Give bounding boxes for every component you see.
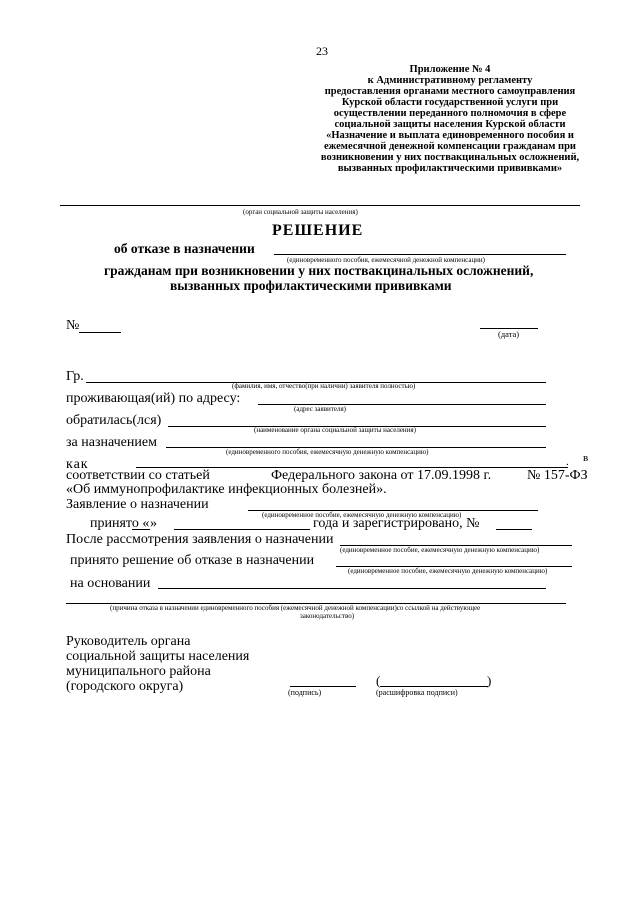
appendix-line: социальной защиты населения Курской области xyxy=(334,119,566,130)
address-label: проживающая(ий) по адресу: xyxy=(66,391,241,406)
statement-hint: (единовременное пособие, ежемесячную денежную компенсацию) xyxy=(262,511,462,519)
accepted-day-field[interactable] xyxy=(132,529,150,530)
subtitle-line-1: гражданам при возникновении у них поствакцинальных осложнений, xyxy=(104,263,534,278)
appendix-line: осуществлении переданного полномочия в сфере xyxy=(333,108,567,119)
appendix-line: ежемесячной денежной компенсации гражданам при xyxy=(324,141,576,152)
date-hint: (дата) xyxy=(498,329,520,339)
decision-label: принято решение об отказе в назначении xyxy=(70,553,315,568)
basis-label: на основании xyxy=(70,576,151,591)
org-hint: (орган социальной защиты населения) xyxy=(243,208,358,216)
address-hint: (адрес заявителя) xyxy=(294,405,346,413)
law-name: «Об иммунопрофилактике инфекционных болезней». xyxy=(66,482,387,497)
purpose-hint: (единовременного пособия, ежемесячную денежную компенсацию) xyxy=(226,448,429,456)
purpose-label: за назначением xyxy=(66,435,157,450)
reason-hint-2: законодательство) xyxy=(300,612,355,620)
subtitle-line-2: вызванных профилактическими прививками xyxy=(170,278,452,293)
number-label: № xyxy=(66,318,80,333)
statement-label: Заявление о назначении xyxy=(66,497,209,512)
page-number: 23 xyxy=(316,44,328,58)
kak-label: как xyxy=(66,457,89,472)
signatory-line: социальной защиты населения xyxy=(66,649,250,664)
basis-field[interactable] xyxy=(158,588,546,589)
refusal-label: об отказе в назначении xyxy=(114,241,255,256)
number-field[interactable] xyxy=(79,332,121,333)
decode-hint: (расшифровка подписи) xyxy=(376,688,458,697)
law-text: Федерального закона от 17.09.1998 г. xyxy=(271,468,492,483)
document-title: РЕШЕНИЕ xyxy=(272,222,364,239)
appendix-line: Приложение № 4 xyxy=(409,64,491,75)
signatory-line: (городского округа) xyxy=(66,679,184,694)
refusal-hint: (единовременного пособия, ежемесячной денежной компенсации) xyxy=(287,256,486,264)
refusal-line[interactable] xyxy=(274,254,566,255)
appendix-line: к Административному регламенту xyxy=(367,75,533,86)
accepted-prefix: принято « xyxy=(90,516,150,531)
decode-field[interactable] xyxy=(380,686,488,687)
decode-close: ) xyxy=(487,673,492,688)
org-line[interactable] xyxy=(60,205,580,206)
signatory-line: муниципального района xyxy=(66,664,211,679)
reason-hint-1: (причина отказа в назначении единовременного пособия (ежемесячной денежной компенсации)со ссылкой на действующее xyxy=(110,604,481,612)
appendix-line: вызванных профилактическими прививками» xyxy=(337,163,563,174)
gr-label: Гр. xyxy=(66,369,84,384)
gr-hint: (фамилия, имя, отчество(при наличии) заявителя полностью) xyxy=(232,382,416,390)
after-review-label: После рассмотрения заявления о назначении xyxy=(66,532,334,547)
appendix-line: «Назначение и выплата единовременного пособия и xyxy=(326,130,574,141)
signature-field[interactable] xyxy=(290,686,356,687)
accepted-month-field[interactable] xyxy=(174,529,310,530)
applied-hint: (наименование органа социальной защиты населения) xyxy=(254,426,416,434)
accepted-quote-close: » xyxy=(150,516,157,531)
signature-hint: (подпись) xyxy=(288,688,322,697)
v-label: в xyxy=(583,452,589,464)
appendix-line: предоставления органами местного самоуправления xyxy=(324,86,576,97)
registration-number-field[interactable] xyxy=(496,529,532,530)
applied-label: обратилась(лся) xyxy=(66,413,162,428)
decode-open: ( xyxy=(376,673,381,688)
appendix-line: возникновении у них поствакцинальных осложнений, xyxy=(320,152,580,163)
accordance-text: соответствии со статьей xyxy=(66,468,210,483)
dot-mark: . xyxy=(566,456,569,468)
decision-hint: (единовременное пособие, ежемесячную денежную компенсацию) xyxy=(348,567,548,575)
accepted-year-text: года и зарегистрировано, № xyxy=(313,516,480,531)
after-review-hint: (единовременное пособие, ежемесячную денежную компенсацию) xyxy=(340,546,540,554)
appendix-line: Курской области государственной услуги при xyxy=(341,97,559,108)
law-number: № 157-ФЗ xyxy=(527,468,588,483)
signatory-line: Руководитель органа xyxy=(66,634,191,649)
